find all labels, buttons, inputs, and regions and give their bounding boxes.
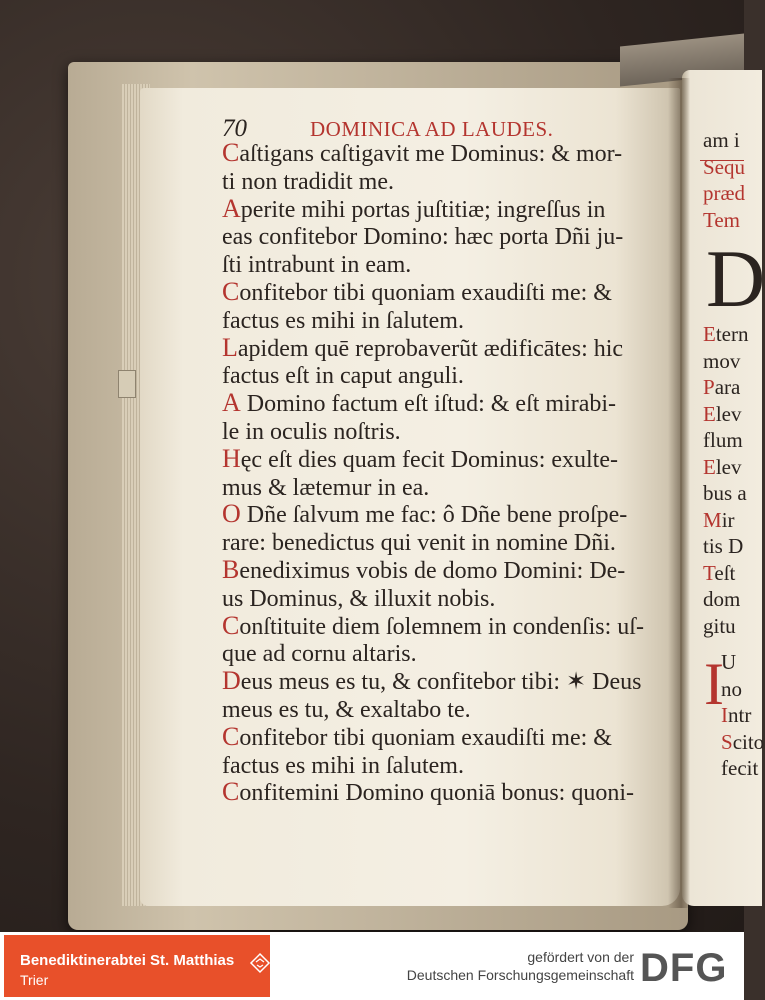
text-line: [703, 180, 763, 207]
rubric-initial: C: [222, 138, 240, 167]
rubric-initial: E: [703, 322, 716, 346]
rubric-initial: S: [721, 729, 733, 754]
line-text: mus & lætemur in ea.: [222, 474, 430, 501]
line-text: ir: [721, 507, 735, 532]
line-text: tis D: [703, 534, 744, 558]
rubric-initial: E: [703, 401, 716, 426]
line-text: onfitebor tibi quoniam exaudiſti me: &: [239, 724, 612, 751]
funding-line-1: gefördert von der: [527, 949, 634, 965]
text-line: [222, 473, 674, 501]
text-line: [703, 507, 763, 534]
line-text: dom: [703, 587, 741, 611]
rubric-initial: M: [703, 507, 722, 532]
running-head: DOMINICA AD LAUDES.: [310, 117, 554, 141]
text-line: [721, 649, 763, 676]
text-line: [222, 195, 674, 223]
rubric-initial: C: [222, 721, 240, 751]
line-text: cito: [732, 729, 765, 754]
line-text: fecit: [721, 756, 759, 780]
line-text: ęc eſt dies quam fecit Dominus: exulte-: [240, 446, 618, 473]
text-line: [222, 445, 674, 473]
line-text: que ad cornu altaris.: [222, 641, 417, 668]
rubric-initial: A: [222, 193, 241, 223]
line-text: lev: [715, 401, 742, 426]
text-line: [703, 533, 763, 560]
line-text: am i: [703, 128, 740, 152]
line-text: ti non tradidit me.: [222, 168, 394, 195]
right-page-initial-i: I: [704, 651, 724, 717]
rubric-initial: C: [222, 610, 240, 640]
institution-logo-icon: [250, 953, 270, 973]
text-line: [222, 639, 674, 667]
line-text: bus a: [703, 481, 747, 505]
rubric-initial: O: [222, 499, 241, 529]
rubric-initial: E: [703, 454, 716, 479]
rubric-initial: C: [222, 777, 240, 807]
text-line: [222, 500, 674, 528]
text-line: [222, 751, 674, 779]
text-line: [222, 667, 674, 695]
rubric-initial: I: [721, 703, 728, 727]
text-line: [703, 127, 763, 154]
line-text: U: [721, 650, 737, 674]
line-text: ſti intrabunt in eam.: [222, 252, 412, 279]
rubric-initial: H: [222, 443, 241, 473]
line-text: eus meus es tu, & confitebor tibi: ✶ Deus: [240, 669, 642, 696]
line-text: le in oculis noſtris.: [222, 418, 401, 445]
line-text: enediximus vobis de domo Domini: De-: [239, 557, 626, 584]
text-line: [222, 222, 674, 250]
line-text: Dñe ſalvum me fac: ô Dñe bene proſpe-: [240, 502, 628, 529]
footer-banner: [0, 932, 744, 1000]
line-text: apidem quē reprobaverũt ædificātes: hic: [237, 335, 624, 362]
institution-name: Benediktinerabtei St. Matthias: [20, 952, 235, 969]
rubric-initial: A: [222, 388, 241, 418]
line-text: ara: [714, 375, 741, 399]
text-line: [222, 250, 674, 278]
text-line: [222, 584, 674, 612]
institution-box[interactable]: [4, 935, 270, 997]
rubric-initial: L: [222, 332, 238, 362]
text-line: [703, 374, 763, 401]
line-text: eſt: [714, 560, 736, 585]
text-line: [222, 306, 674, 334]
line-text: factus es mihi in ſalutem.: [222, 752, 464, 779]
rubric-initial: B: [222, 554, 240, 584]
funding-line-2: Deutschen Forschungsgemeinschaft: [406, 967, 634, 983]
rubric-initial: P: [703, 375, 715, 399]
text-line: [222, 528, 674, 556]
line-text: rare: benedictus qui venit in nomine Dñi.: [222, 530, 616, 557]
rubric-initial: D: [222, 666, 241, 696]
institution-city: Trier: [20, 972, 49, 988]
line-text: flum: [703, 428, 743, 452]
text-line: [222, 417, 674, 445]
line-text: meus es tu, & exaltabo te.: [222, 696, 471, 723]
text-line: [222, 139, 674, 167]
text-line: [721, 702, 763, 729]
text-line: [703, 154, 763, 181]
line-text: onfitemini Domino quoniā bonus: quoni-: [239, 780, 634, 807]
text-line: [222, 695, 674, 723]
text-line: [703, 321, 763, 348]
text-line: [222, 556, 674, 584]
line-text: mov: [703, 348, 741, 373]
text-line: [703, 560, 763, 587]
line-text: lev: [715, 454, 742, 479]
text-line: [222, 334, 674, 362]
page-number: 70: [222, 115, 247, 142]
text-line: [222, 361, 674, 389]
line-text: onfitebor tibi quoniam exaudiſti me: &: [239, 279, 612, 306]
text-line: [721, 755, 763, 782]
line-text: ntr: [728, 703, 752, 727]
rubric-initial: Sequ: [703, 154, 745, 179]
left-page-text: [222, 139, 674, 806]
line-text: aſtigans caſtigavit me Dominus: & mor-: [239, 141, 623, 167]
text-line: [703, 586, 763, 613]
text-line: [222, 389, 674, 417]
text-line: [222, 167, 674, 195]
text-line: [703, 427, 763, 454]
rubric-initial: præd: [703, 181, 745, 205]
line-text: factus eſt in caput anguli.: [222, 363, 464, 390]
line-text: onſtituite diem ſolemnem in condenſis: uſ-: [239, 613, 644, 640]
line-text: us Dominus, & illuxit nobis.: [222, 585, 496, 612]
text-line: [222, 278, 674, 306]
text-line: [721, 676, 763, 703]
line-text: tern: [715, 322, 749, 346]
text-line: [703, 207, 763, 234]
text-line: [703, 454, 763, 481]
text-line: [222, 612, 674, 640]
text-line: [222, 723, 674, 751]
text-line: [721, 729, 763, 756]
rubric-initial: C: [222, 276, 240, 306]
right-page-initial-d: D: [706, 233, 765, 324]
text-line: [703, 348, 763, 375]
spacer: [703, 639, 763, 649]
text-line: [703, 480, 763, 507]
line-text: eas confitebor Domino: hæc porta Dñi ju-: [222, 224, 624, 251]
dfg-logo[interactable]: DFG: [640, 946, 728, 990]
text-line: [222, 778, 674, 806]
line-text: factus es mihi in ſalutem.: [222, 307, 464, 334]
line-text: no: [721, 676, 742, 701]
line-text: Domino factum eſt iſtud: & eſt mirabi-: [240, 391, 617, 418]
rubric-initial: T: [703, 560, 715, 585]
text-line: [703, 401, 763, 428]
rubric-initial: Tem: [703, 207, 741, 232]
line-text: perite mihi portas juſtitiæ; ingreſſus in: [240, 196, 606, 223]
line-text: gitu: [703, 613, 736, 638]
page-tab: [118, 370, 136, 398]
text-line: [703, 613, 763, 640]
